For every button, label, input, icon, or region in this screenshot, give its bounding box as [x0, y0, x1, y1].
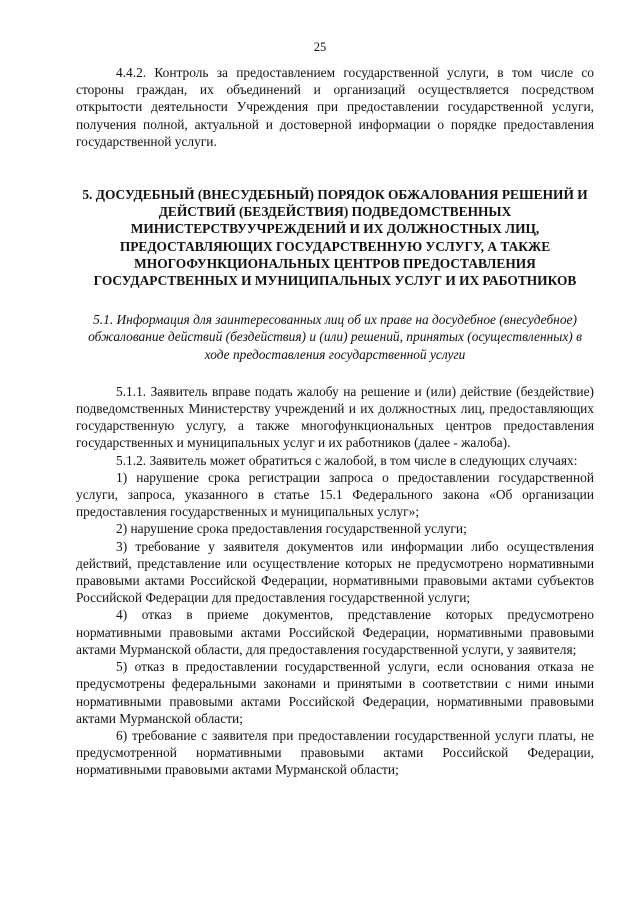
list-item-3: 3) требование у заявителя документов или информации либо осуществления действий, представление или осуществление которых не предусмотрено нормативными правовыми актами Российской Федерации, нормативными правовыми актами субъектов Российской Федерации для предоставления государственной услуги;: [76, 538, 594, 606]
page-number: 25: [313, 40, 327, 54]
list-item-4: 4) отказ в приеме документов, представление которых предусмотрено нормативными правовыми актами Российской Федерации, нормативными правовыми актами Мурманской области, для предоставления государственной услуги, у заявителя;: [76, 607, 594, 657]
paragraph-5-1-2: 5.1.2. Заявитель может обратиться с жалобой, в том числе в следующих случаях:: [116, 452, 578, 468]
list-item-5: 5) отказ в предоставлении государственной услуги, если основания отказа не предусмотрены федеральными законами и принятыми в соответствии с ними иными нормативными правовыми актами Российской Федерации, нормативными правовыми актами Мурманской области;: [76, 659, 594, 726]
section-title: 5. ДОСУДЕБНЫЙ (ВНЕСУДЕБНЫЙ) ПОРЯДОК ОБЖАЛОВАНИЯ РЕШЕНИЙ И ДЕЙСТВИЙ (БЕЗДЕЙСТВИЯ) ПОДВЕДОМСТВЕННЫХ МИНИСТЕРСТВУУЧРЕЖДЕНИЙ И ИХ ДОЛЖНОСТНЫХ ЛИЦ, ПРЕДОСТАВЛЯЮЩИХ ГОСУДАРСТВЕННУЮ УСЛУГУ, А ТАКЖЕ МНОГОФУНКЦИОНАЛЬНЫХ ЦЕНТРОВ ПРЕДОСТАВЛЕНИЯ ГОСУДАРСТВЕННЫХ И МУНИЦИПАЛЬНЫХ УСЛУГ И ИХ РАБОТНИКОВ: [82, 187, 588, 289]
list-item-2: 2) нарушение срока предоставления государственной услуги;: [116, 521, 467, 537]
list-item-1: 1) нарушение срока регистрации запроса о предоставлении государственной услуги, запроса, указанного в статье 15.1 Федерального закона «Об организации предоставления государственных и муниципальных услуг»;: [76, 469, 594, 520]
subsection-title: 5.1. Информация для заинтересованных лиц об их праве на досудебное (внесудебное) обжалование действий (бездействия) и (или) решений, принятых (осуществленных) в ходе предоставления государственной услуги: [88, 312, 582, 362]
list-item-6: 6) требование с заявителя при предоставлении государственной услуги платы, не предусмотренной нормативными правовыми актами Российской Федерации, нормативными правовыми актами Мурманской области;: [76, 727, 594, 778]
page-content: [76, 64, 594, 779]
intro-paragraph: 4.4.2. Контроль за предоставлением государственной услуги, в том числе со стороны граждан, их объединений и организаций осуществляется посредством открытости деятельности Учреждения при предоставлении государственной услуги, получения полной, актуальной и достоверной информации о порядке предоставления государственной услуги.: [76, 65, 594, 149]
paragraph-5-1-1: 5.1.1. Заявитель вправе подать жалобу на решение и (или) действие (бездействие) подведомственных Министерству учреждений и их должностных лиц, предоставляющих государственную услугу, а также многофункциональных центров предоставления государственных и муниципальных услуг и их работников (далее - жалоба).: [76, 383, 594, 451]
